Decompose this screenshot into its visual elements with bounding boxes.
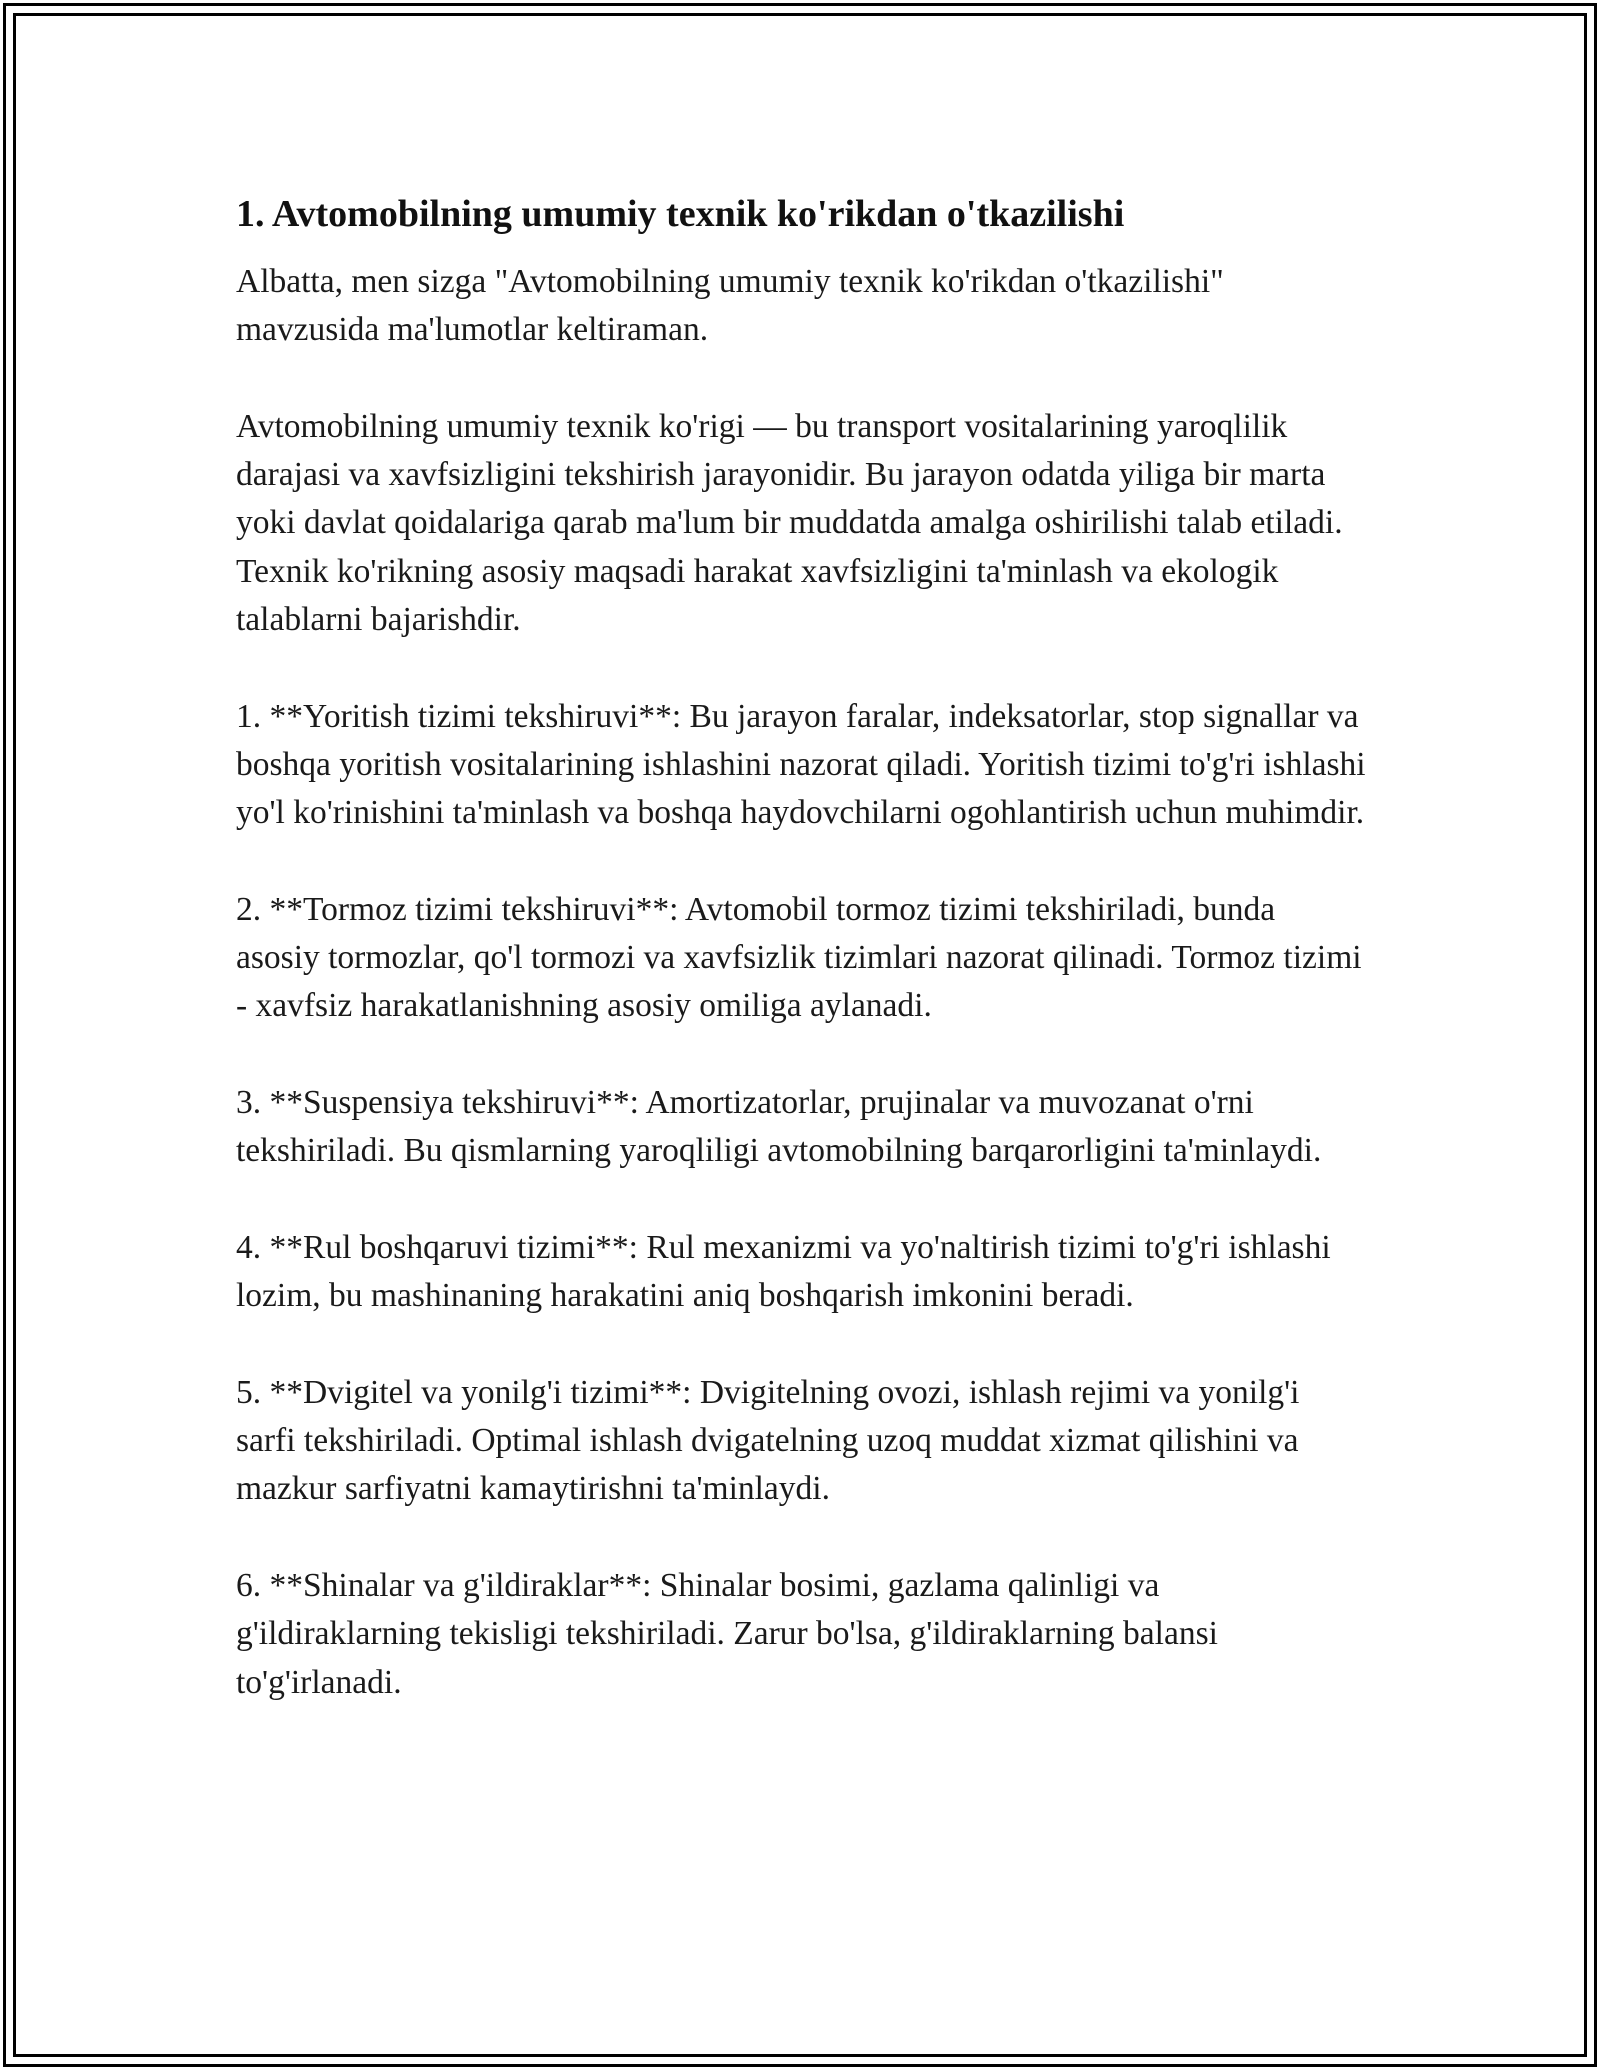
list-item-tires-wheels: 6. **Shinalar va g'ildiraklar**: Shinalar bosimi, gazlama qalinligi va g'ildiraklarning tekisligi tekshiriladi. Zarur bo'lsa, g'ildiraklarning balansi to'g'irlanadi. xyxy=(236,1567,1218,1701)
overview-paragraph: Avtomobilning umumiy texnik ko'rigi — bu transport vositalarining yaroqlilik darajasi va xavfsizligini tekshirish jarayonidir. Bu jarayon odatda yiliga bir marta yoki davlat qoidalariga qarab ma'lum bir muddatda amalga oshirilishi talab etiladi. Texnik ko'rikning asosiy maqsadi harakat xavfsizligini ta'minlash va ekologik talablarni bajarishdir. xyxy=(236,407,1343,639)
document-body xyxy=(236,188,1366,1707)
list-item-engine-fuel: 5. **Dvigitel va yonilg'i tizimi**: Dvigitelning ovozi, ishlash rejimi va yonilg'i sarfi tekshiriladi. Optimal ishlash dvigatelning uzoq muddat xizmat qilishini va mazkur sarfiyatni kamaytirishni ta'minlaydi. xyxy=(236,1373,1300,1508)
list-item-steering: 4. **Rul boshqaruvi tizimi**: Rul mexanizmi va yo'naltirish tizimi to'g'ri ishlashi lozim, bu mashinaning harakatini aniq boshqarish imkonini beradi. xyxy=(236,1228,1331,1315)
list-item-lighting: 1. **Yoritish tizimi tekshiruvi**: Bu jarayon faralar, indeksatorlar, stop signallar va boshqa yoritish vositalarining ishlashini nazorat qiladi. Yoritish tizimi to'g'ri ishlashi yo'l ko'rinishini ta'minlash va boshqa haydovchilarni ogohlantirish uchun muhimdir. xyxy=(236,697,1366,832)
list-item-brakes: 2. **Tormoz tizimi tekshiruvi**: Avtomobil tormoz tizimi tekshiriladi, bunda asosiy tormozlar, qo'l tormozi va xavfsizlik tizimlari nazorat qilinadi. Tormoz tizimi - xavfsiz harakatlanishning asosiy omiliga aylanadi. xyxy=(236,890,1362,1025)
document-title: 1. Avtomobilning umumiy texnik ko'rikdan o'tkazilishi xyxy=(236,193,1125,235)
intro-paragraph: Albatta, men sizga "Avtomobilning umumiy texnik ko'rikdan o'tkazilishi" mavzusida ma'lumotlar keltiraman. xyxy=(236,263,1224,349)
list-item-suspension: 3. **Suspensiya tekshiruvi**: Amortizatorlar, prujinalar va muvozanat o'rni tekshiriladi. Bu qismlarning yaroqliligi avtomobilning barqarorligini ta'minlaydi. xyxy=(236,1084,1322,1170)
